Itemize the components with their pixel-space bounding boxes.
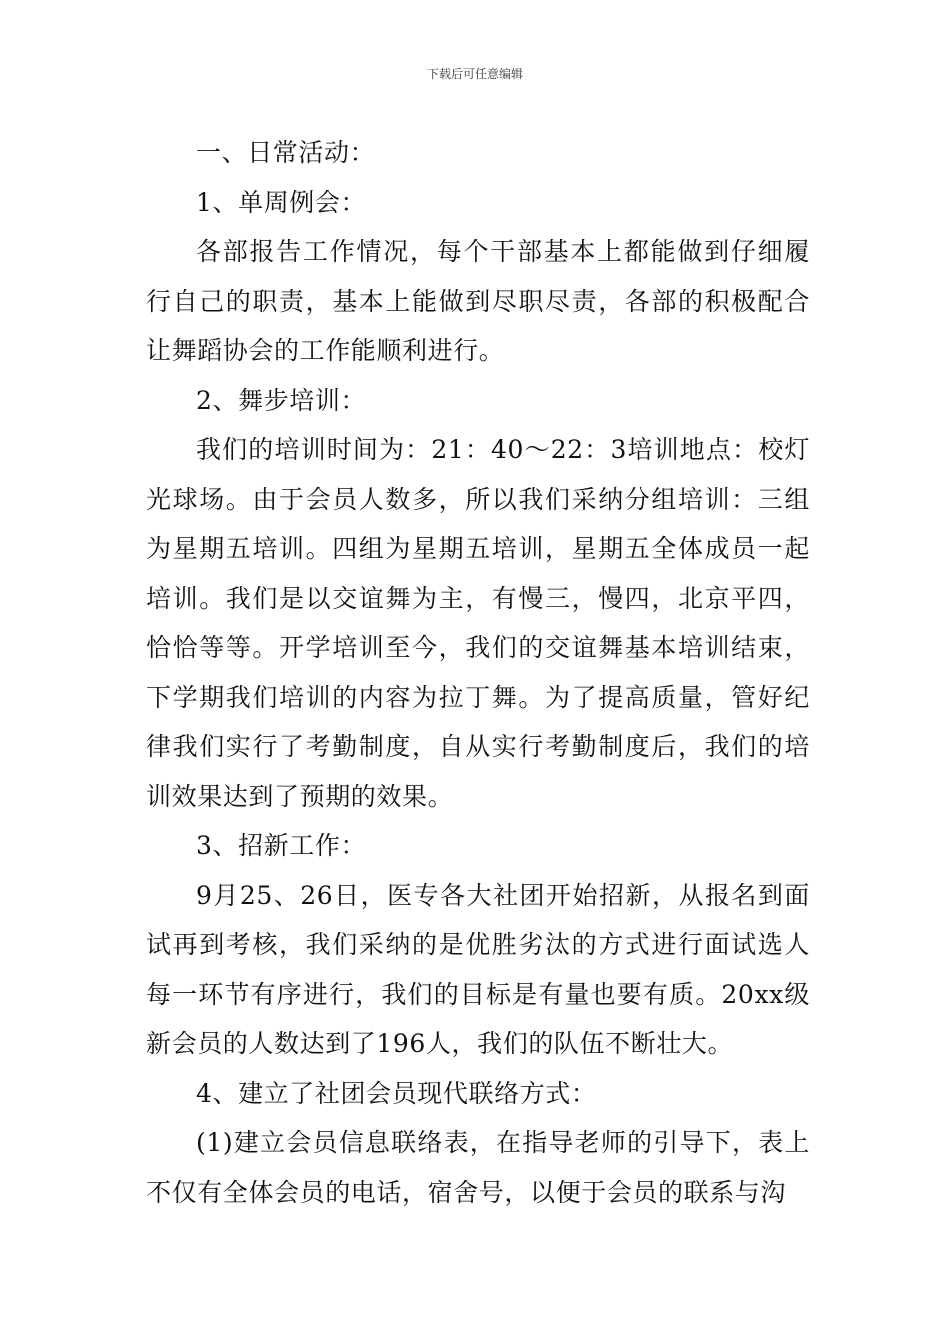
section-heading-daily-activities: 一、日常活动： [196,138,376,167]
paragraph-contact-table: (1)建立会员信息联络表，在指导老师的引导下，表上不仅有全体会员的电话，宿舍号，以便于会员的联系与沟 [146,1128,810,1207]
subheading-recruitment: 3、招新工作： [196,831,367,860]
paragraph-dance-training: 我们的培训时间为：21：40～22：3培训地点：校灯光球场。由于会员人数多，所以我们采纳分组培训：三组为星期五培训。四组为星期五培训，星期五全体成员一起培训。我们是以交谊舞为主，有慢三，慢四，北京平四，恰恰等等。开学培训至今，我们的交谊舞基本培训结束，下学期我们培训的内容为拉丁舞。为了提高质量，管好纪律我们实行了考勤制度，自从实行考勤制度后，我们的培训效果达到了预期的效果。 [146,435,810,811]
paragraph-recruitment: 9月25、26日，医专各大社团开始招新，从报名到面试再到考核，我们采纳的是优胜劣汰的方式进行面试选人每一环节有序进行，我们的目标是有量也要有质。20xx级新会员的人数达到了196人，我们的队伍不断壮大。 [146,880,810,1058]
subheading-weekly-meeting: 1、单周例会： [196,187,367,217]
document-body [146,128,810,1217]
paragraph-weekly-meeting: 各部报告工作情况，每个干部基本上都能做到仔细履行自己的职责，基本上能做到尽职尽责，各部的积极配合让舞蹈协会的工作能顺利进行。 [146,237,810,365]
subheading-dance-training: 2、舞步培训： [196,385,367,415]
page-header: 下载后可任意编辑 [426,67,523,81]
subheading-contact-methods: 4、建立了社团会员现代联络方式： [196,1078,597,1108]
